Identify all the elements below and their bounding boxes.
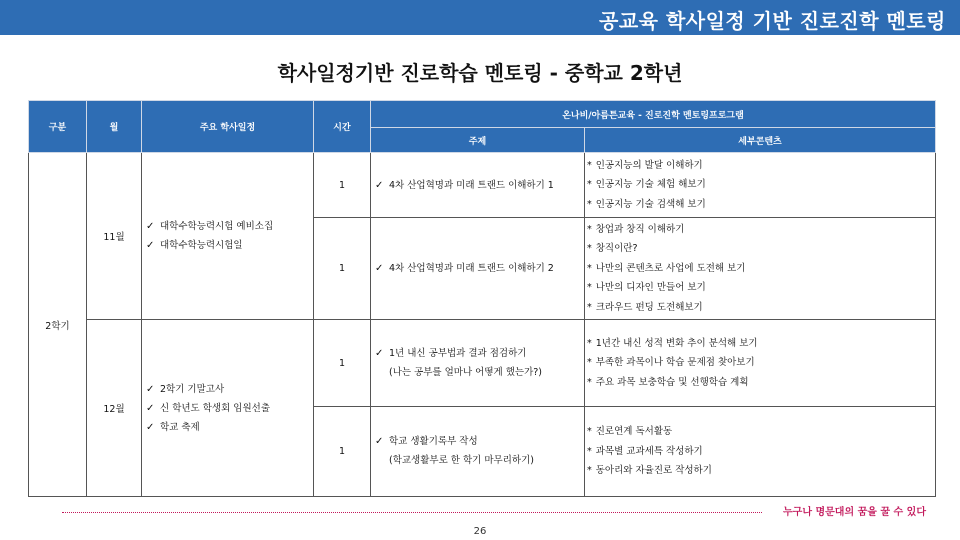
topic-item: ✓ 학교 생활기록부 작성 <box>375 432 584 451</box>
contents-cell <box>585 407 936 497</box>
list-item: * 인공지능 기술 체험 해보기 <box>587 175 935 195</box>
topic-item: ✓ 4차 산업혁명과 미래 트랜드 이해하기 2 <box>375 259 584 278</box>
header-program: 온나비/아름튼교육 - 진로진학 멘토링프로그램 <box>371 101 936 128</box>
event-item: ✓ 대학수학능력시험일 <box>146 236 313 255</box>
list-item: * 나만의 디자인 만들어 보기 <box>587 278 935 298</box>
table-row <box>29 153 936 218</box>
hours-cell: 1 <box>314 153 371 218</box>
event-item: ✓ 대학수학능력시험 예비소집 <box>146 217 313 236</box>
list-item: * 진로연계 독서활동 <box>587 422 935 442</box>
list-item: * 1년간 내신 성적 변화 추이 분석해 보기 <box>587 334 935 354</box>
list-item: * 부족한 과목이나 학습 문제점 찾아보기 <box>587 353 935 373</box>
check-icon: ✓ <box>375 347 384 359</box>
header-month: 월 <box>87 101 142 153</box>
list-item: * 나만의 콘텐츠로 사업에 도전해 보기 <box>587 259 935 279</box>
event-item: ✓ 학교 축제 <box>146 418 313 437</box>
header-contents: 세부콘텐츠 <box>585 128 936 153</box>
check-icon: ✓ <box>146 240 155 251</box>
check-icon: ✓ <box>375 263 384 274</box>
contents-cell <box>585 153 936 218</box>
semester-cell: 2학기 <box>29 153 87 497</box>
topic-item: ✓ 1년 내신 공부법과 결과 점검하기 <box>375 344 584 363</box>
check-icon: ✓ <box>146 383 155 395</box>
events-cell <box>142 153 314 320</box>
topic-cell <box>371 320 585 407</box>
check-icon: ✓ <box>146 402 155 414</box>
schedule-table <box>28 100 936 497</box>
event-item: ✓ 신 학년도 학생회 임원선출 <box>146 399 313 418</box>
topic-subtitle: (나는 공부를 얼마나 어떻게 했는가?) <box>389 366 543 378</box>
top-banner <box>0 0 960 35</box>
header-topic: 주제 <box>371 128 585 153</box>
check-icon: ✓ <box>375 436 384 447</box>
topic-cell <box>371 218 585 320</box>
event-item: ✓ 2학기 기말고사 <box>146 380 313 399</box>
list-item: * 창직이란? <box>587 239 935 259</box>
header-hours: 시간 <box>314 101 371 153</box>
month-cell: 12월 <box>87 320 142 497</box>
month-cell: 11월 <box>87 153 142 320</box>
hours-cell: 1 <box>314 218 371 320</box>
list-item: * 인공지능의 발달 이해하기 <box>587 156 935 176</box>
list-item: * 주요 과목 보충학습 및 선행학습 계획 <box>587 373 935 393</box>
contents-cell <box>585 218 936 320</box>
brand-title: 공교육 학사일정 기반 진로진학 멘토링 <box>599 9 946 33</box>
contents-cell <box>585 320 936 407</box>
list-item: * 크라우드 펀딩 도전해보기 <box>587 298 935 318</box>
list-item: * 창업과 창직 이해하기 <box>587 220 935 240</box>
check-icon: ✓ <box>375 179 384 191</box>
topic-item: ✓ 4차 산업혁명과 미래 트랜드 이해하기 1 <box>375 176 584 195</box>
list-item: * 과목별 교과세특 작성하기 <box>587 442 935 462</box>
list-item: * 동아리와 자율진로 작성하기 <box>587 461 935 481</box>
header-division: 구분 <box>29 101 87 153</box>
page-title: 학사일정기반 진로학습 멘토링 - 중학교 2학년 <box>277 61 683 85</box>
table-row <box>29 320 936 407</box>
events-cell <box>142 320 314 497</box>
footer-divider <box>62 512 762 513</box>
hours-cell: 1 <box>314 320 371 407</box>
header-events: 주요 학사일정 <box>142 101 314 153</box>
check-icon: ✓ <box>146 221 155 232</box>
page-number: 26 <box>473 526 487 537</box>
topic-subtitle: (학교생활부로 한 학기 마무리하기) <box>389 455 534 466</box>
hours-cell: 1 <box>314 407 371 497</box>
list-item: * 인공지능 기술 검색해 보기 <box>587 195 935 215</box>
check-icon: ✓ <box>146 421 155 433</box>
topic-cell <box>371 407 585 497</box>
topic-cell <box>371 153 585 218</box>
footer-slogan: 누구나 명문대의 꿈을 꿀 수 있다 <box>783 507 926 518</box>
